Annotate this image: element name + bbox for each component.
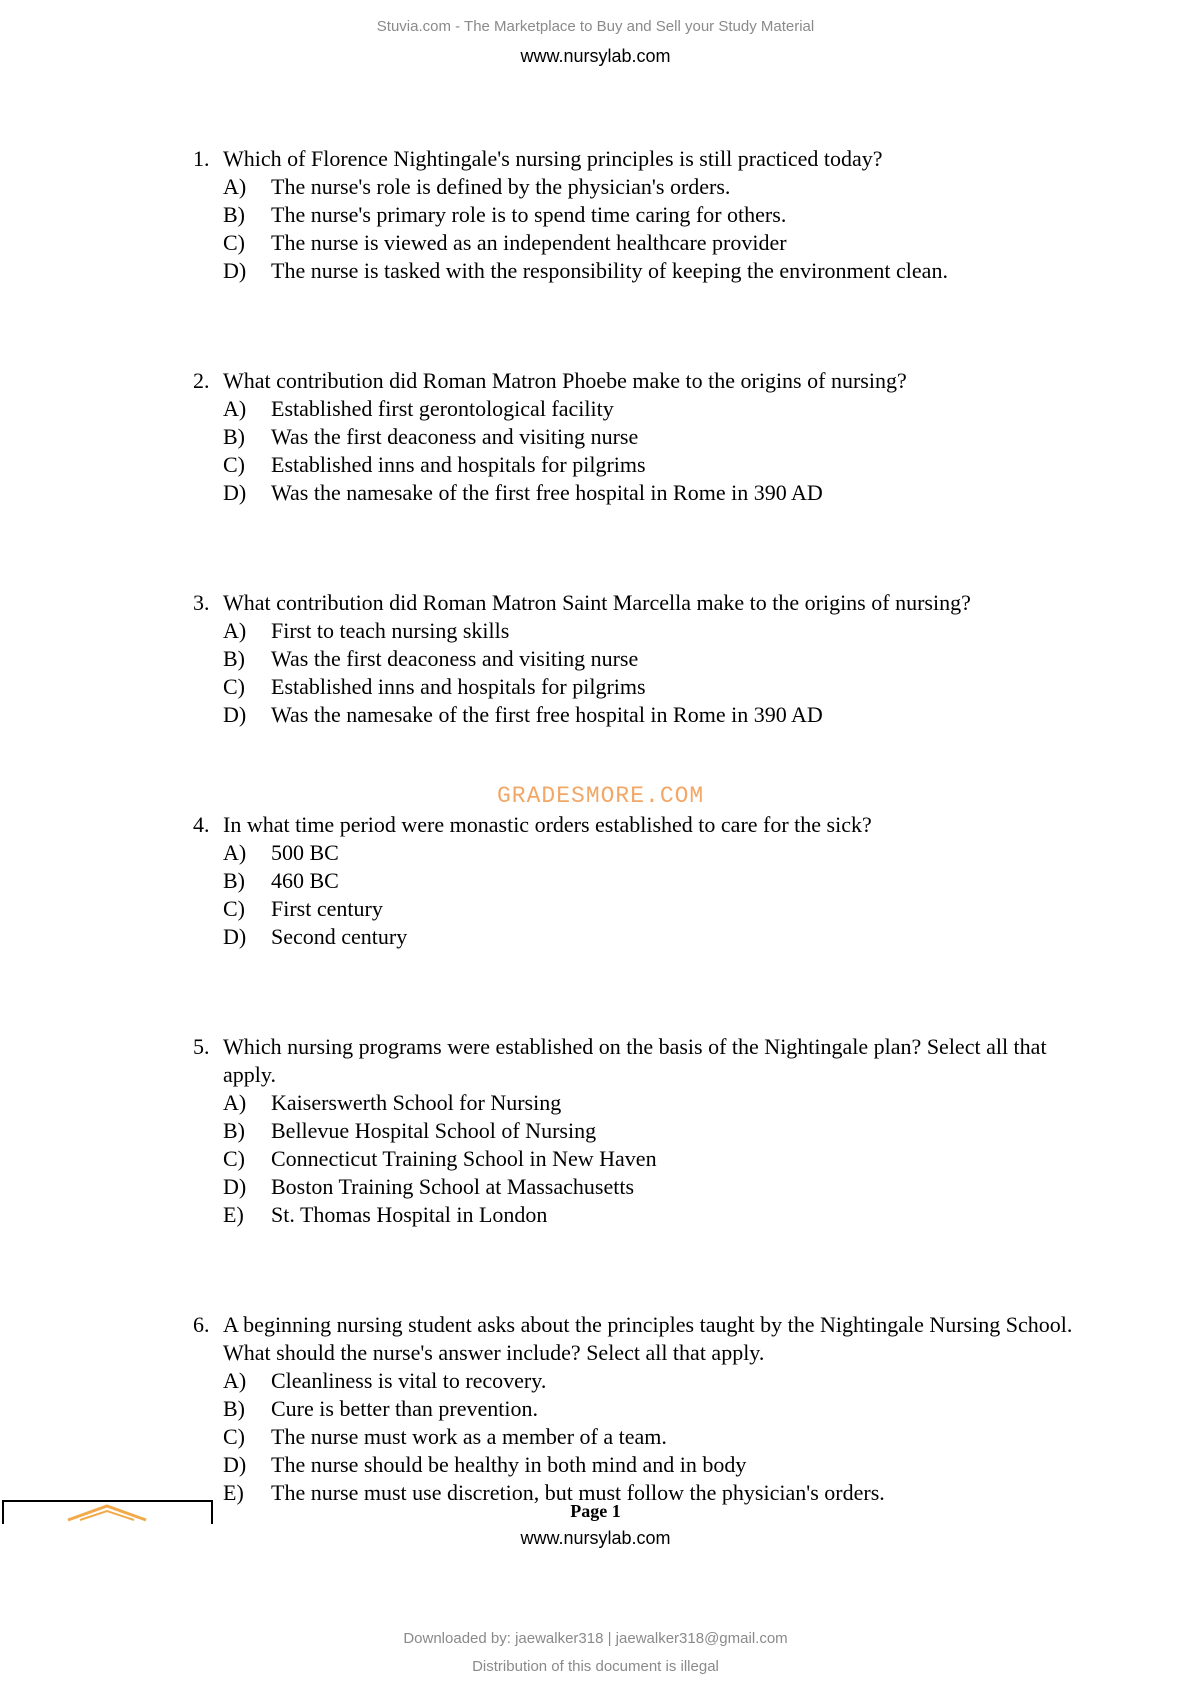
answer-option: [193, 673, 1093, 701]
question-text: What contribution did Roman Matron Phoebe make to the origins of nursing?: [223, 368, 907, 393]
option-letter: D): [223, 1174, 247, 1199]
option-letter: C): [223, 1424, 245, 1449]
question-number: 5.: [193, 1034, 210, 1059]
option-letter: E): [223, 1480, 244, 1505]
question-number: 3.: [193, 590, 210, 615]
option-text: Cleanliness is vital to recovery.: [271, 1368, 547, 1393]
question-number: 6.: [193, 1312, 210, 1337]
gradesmore-watermark: GRADESMORE.COM: [497, 783, 705, 809]
question: [193, 589, 1093, 729]
question: [193, 1033, 1093, 1229]
answer-option: [193, 617, 1093, 645]
answer-option: [193, 867, 1093, 895]
answer-option: [193, 701, 1093, 729]
option-text: Boston Training School at Massachusetts: [271, 1174, 635, 1199]
option-letter: C): [223, 674, 245, 699]
option-letter: A): [223, 840, 247, 865]
option-letter: C): [223, 896, 245, 921]
question-stem: [193, 589, 1093, 617]
option-text: The nurse should be healthy in both mind and in body: [271, 1452, 747, 1477]
question-text: Which nursing programs were established on the basis of the Nightingale plan? Select all that apply.: [223, 1034, 1047, 1087]
option-text: First century: [271, 896, 383, 921]
question-text: In what time period were monastic orders established to care for the sick?: [223, 812, 872, 837]
question-text: What contribution did Roman Matron Saint Marcella make to the origins of nursing?: [223, 590, 971, 615]
question: [193, 1311, 1093, 1507]
question-stem: [193, 1033, 1093, 1089]
option-text: Kaiserswerth School for Nursing: [271, 1090, 562, 1115]
answer-option: [193, 923, 1093, 951]
option-letter: A): [223, 396, 247, 421]
option-letter: D): [223, 702, 247, 727]
stuvia-header-text: Stuvia.com - The Marketplace to Buy and Sell your Study Material: [376, 18, 815, 35]
answer-option: [193, 1145, 1093, 1173]
option-text: The nurse's role is defined by the physician's orders.: [271, 174, 731, 199]
question-stem: [193, 367, 1093, 395]
option-text: Cure is better than prevention.: [271, 1396, 538, 1421]
option-text: Second century: [271, 924, 408, 949]
option-text: Established first gerontological facility: [271, 396, 614, 421]
option-letter: B): [223, 202, 245, 227]
option-letter: A): [223, 174, 247, 199]
question-stem: [193, 811, 1093, 839]
answer-option: [193, 1367, 1093, 1395]
option-letter: D): [223, 258, 247, 283]
answer-option: [193, 201, 1093, 229]
option-letter: A): [223, 1090, 247, 1115]
answer-option: [193, 645, 1093, 673]
answer-option: [193, 1173, 1093, 1201]
option-text: Connecticut Training School in New Haven: [271, 1146, 657, 1171]
question-text: Which of Florence Nightingale's nursing principles is still practiced today?: [223, 146, 883, 171]
option-text: Was the first deaconess and visiting nurse: [271, 424, 639, 449]
question-stem: [193, 1311, 1093, 1367]
question-list: [193, 145, 1093, 1589]
option-text: Established inns and hospitals for pilgrims: [271, 674, 646, 699]
option-letter: B): [223, 646, 245, 671]
option-text: 460 BC: [271, 868, 339, 893]
option-letter: C): [223, 1146, 245, 1171]
option-letter: E): [223, 1202, 244, 1227]
option-text: First to teach nursing skills: [271, 618, 510, 643]
option-letter: D): [223, 1452, 247, 1477]
answer-option: [193, 1395, 1093, 1423]
option-text: The nurse's primary role is to spend time caring for others.: [271, 202, 787, 227]
answer-option: [193, 173, 1093, 201]
answer-option: [193, 229, 1093, 257]
option-letter: B): [223, 1118, 245, 1143]
answer-option: [193, 1089, 1093, 1117]
option-letter: A): [223, 618, 247, 643]
question: [193, 811, 1093, 951]
answer-option: [193, 1117, 1093, 1145]
option-letter: A): [223, 1368, 247, 1393]
footer-site-link[interactable]: www.nursylab.com: [520, 1528, 671, 1548]
option-letter: C): [223, 452, 245, 477]
option-text: The nurse is viewed as an independent healthcare provider: [271, 230, 787, 255]
downloaded-by-text: Downloaded by: jaewalker318 | jaewalker318@gmail.com: [403, 1630, 788, 1647]
question: [193, 145, 1093, 285]
option-letter: D): [223, 480, 247, 505]
option-text: The nurse must use discretion, but must follow the physician's orders.: [271, 1480, 885, 1505]
option-text: Bellevue Hospital School of Nursing: [271, 1118, 597, 1143]
option-letter: B): [223, 1396, 245, 1421]
distribution-notice: Distribution of this document is illegal: [472, 1658, 719, 1675]
answer-option: [193, 1451, 1093, 1479]
page-number: Page 1: [570, 1501, 621, 1521]
option-text: The nurse must work as a member of a team.: [271, 1424, 667, 1449]
question-number: 4.: [193, 812, 210, 837]
answer-option: [193, 257, 1093, 285]
option-text: Was the first deaconess and visiting nurse: [271, 646, 639, 671]
option-text: Was the namesake of the first free hospital in Rome in 390 AD: [271, 480, 823, 505]
option-letter: C): [223, 230, 245, 255]
option-text: The nurse is tasked with the responsibility of keeping the environment clean.: [271, 258, 948, 283]
answer-option: [193, 895, 1093, 923]
option-letter: B): [223, 868, 245, 893]
option-letter: D): [223, 924, 247, 949]
option-text: Was the namesake of the first free hospital in Rome in 390 AD: [271, 702, 823, 727]
answer-option: [193, 1423, 1093, 1451]
answer-option: [193, 423, 1093, 451]
question-number: 1.: [193, 146, 210, 171]
option-text: Established inns and hospitals for pilgrims: [271, 452, 646, 477]
option-text: 500 BC: [271, 840, 339, 865]
answer-option: [193, 839, 1093, 867]
answer-option: [193, 451, 1093, 479]
question-stem: [193, 145, 1093, 173]
answer-option: [193, 1201, 1093, 1229]
option-letter: B): [223, 424, 245, 449]
header-site-link[interactable]: www.nursylab.com: [520, 46, 671, 66]
question: [193, 367, 1093, 507]
option-text: St. Thomas Hospital in London: [271, 1202, 548, 1227]
answer-option: [193, 395, 1093, 423]
question-number: 2.: [193, 368, 210, 393]
answer-option: [193, 479, 1093, 507]
question-text: A beginning nursing student asks about the principles taught by the Nightingale Nursing School. What should the nurse's answer include? Select all that apply.: [223, 1312, 1073, 1365]
